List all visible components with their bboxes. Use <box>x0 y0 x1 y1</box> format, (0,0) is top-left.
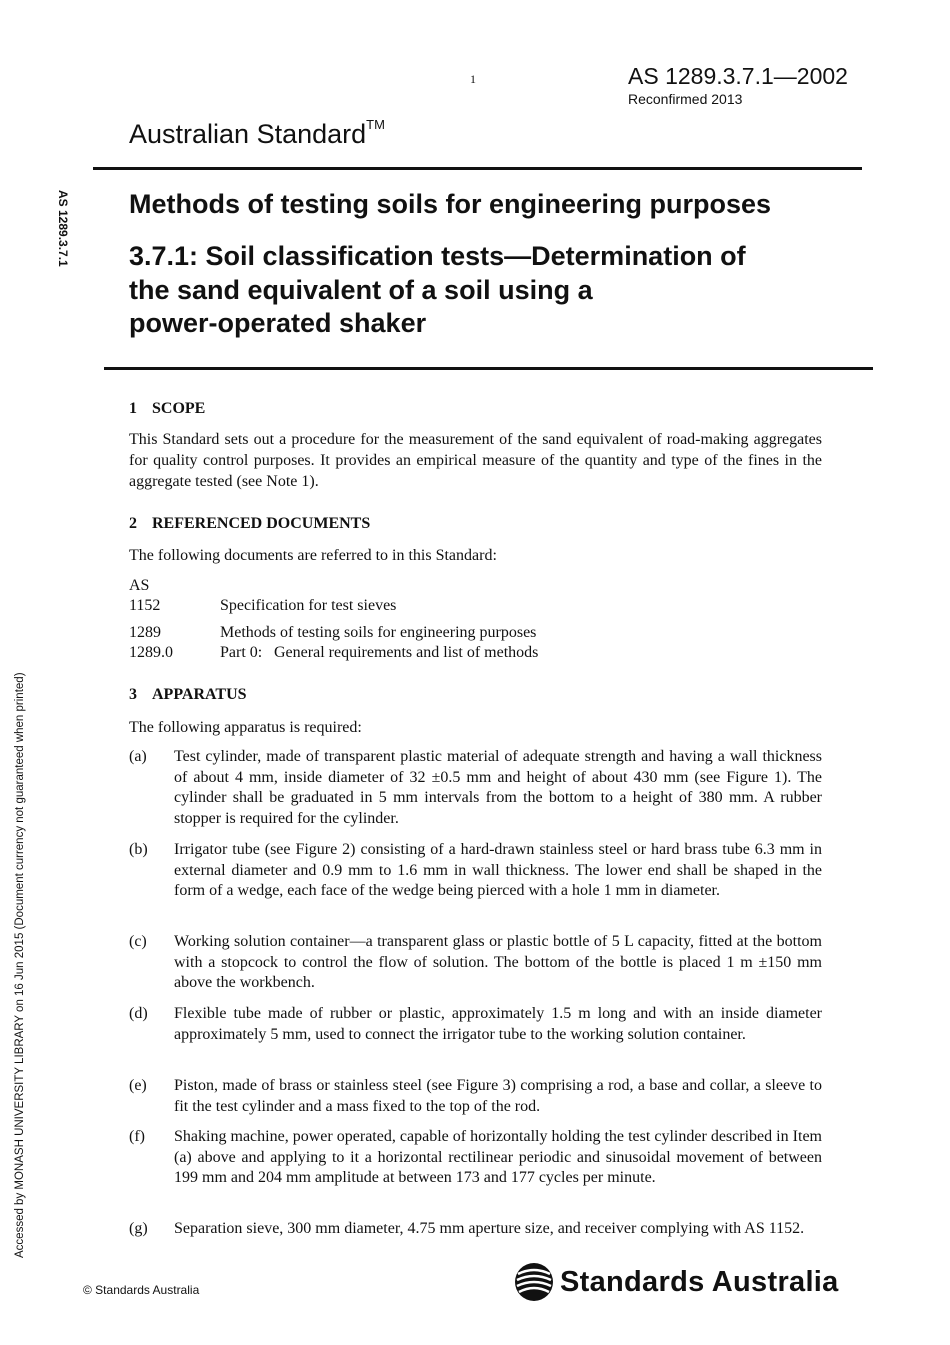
reference-code: 1289.0 <box>129 644 173 661</box>
item-text: Irrigator tube (see Figure 2) consisting of a hard-drawn stainless steel or hard brass tube 6.3 mm in external diameter and 0.9 mm to 1.6 mm in wall thickness. The lower end shall be shaped in the form of a wedge, each face of the wedge being pierced with a hole 1 mm in diameter. <box>174 841 822 899</box>
reference-row <box>129 623 537 643</box>
section-number: 2 <box>129 515 137 532</box>
apparatus-item <box>129 1004 822 1045</box>
item-label: (a) <box>129 748 147 765</box>
header-divider <box>93 167 862 170</box>
footer-copyright: © Standards Australia <box>83 1283 200 1297</box>
apparatus-item <box>129 1219 822 1240</box>
item-label: (g) <box>129 1220 148 1237</box>
apparatus-item <box>129 747 822 829</box>
apparatus-item <box>129 1076 822 1117</box>
scope-paragraph: This Standard sets out a procedure for the measurement of the sand equivalent of road-making aggregates for quality control purposes. It provides an empirical measure of the quantity and type of the fines in the aggregate tested (see Note 1). <box>129 431 822 490</box>
item-text: Test cylinder, made of transparent plastic material of adequate strength and having a wall thickness of about 4 mm, inside diameter of 32 ±0.5 mm and height of about 430 mm (see Figure 1). The cylinder shall be graduated in 5 mm intervals from the bottom to a height of 380 mm. A rubber stopper is required for the cylinder. <box>174 748 822 827</box>
part-title-line-2: the sand equivalent of a soil using a <box>129 275 593 305</box>
title-divider <box>104 367 873 370</box>
section-number: 3 <box>129 686 137 703</box>
apparatus-item <box>129 932 822 994</box>
section-heading-apparatus <box>129 686 247 704</box>
trademark-mark: TM <box>366 117 385 132</box>
item-text: Working solution container—a transparent glass or plastic bottle of 5 L capacity, fitted at the bottom with a stopcock to control the flow of solution. The bottom of the bottle is placed 1 m ±150 mm above the workbench. <box>174 933 822 991</box>
reference-group-label: AS <box>129 577 150 594</box>
item-label: (c) <box>129 933 147 950</box>
part-title-line-3: power-operated shaker <box>129 308 427 338</box>
section-heading-referenced-documents <box>129 515 370 533</box>
reference-code: 1152 <box>129 597 161 614</box>
apparatus-item <box>129 1127 822 1189</box>
section-number: 1 <box>129 400 137 417</box>
item-label: (b) <box>129 841 148 858</box>
item-text: Piston, made of brass or stainless steel (see Figure 3) comprising a rod, a base and collar, a sleeve to fit the test cylinder and a mass fixed to the top of the rod. <box>174 1077 822 1115</box>
part-title-line-1: 3.7.1: Soil classification tests—Determination of <box>129 241 746 271</box>
reference-title: Methods of testing soils for engineering purposes <box>220 624 537 641</box>
item-text: Flexible tube made of rubber or plastic, approximately 1.5 m long and with an inside diameter approximately 5 mm, used to connect the irrigator tube to the working solution container. <box>174 1005 822 1043</box>
item-text: Separation sieve, 300 mm diameter, 4.75 mm aperture size, and receiver complying with AS 1152. <box>174 1220 805 1237</box>
apparatus-intro: The following apparatus is required: <box>129 719 362 736</box>
reference-row <box>129 596 397 616</box>
section-heading-text: REFERENCED DOCUMENTS <box>152 515 371 532</box>
reference-part: Part 0: <box>220 644 263 661</box>
referenced-intro: The following documents are referred to in this Standard: <box>129 547 497 564</box>
section-heading-text: SCOPE <box>152 400 206 417</box>
logo-text: Standards Australia <box>560 1266 839 1298</box>
item-text: Shaking machine, power operated, capable of horizontally holding the test cylinder described in Item (a) above and applying to it a horizontal rectilinear periodic and sinusoidal movement of between 199 mm and 204 mm amplitude at between 173 and 177 cycles per minute. <box>174 1128 822 1186</box>
apparatus-item <box>129 840 822 902</box>
document-title: Methods of testing soils for engineering purposes <box>129 189 772 219</box>
reconfirmed-note: Reconfirmed 2013 <box>628 91 743 107</box>
reference-title: Specification for test sieves <box>220 597 397 614</box>
reference-row <box>129 643 539 663</box>
section-heading-text: APPARATUS <box>152 686 247 703</box>
series-title-text: Australian Standard <box>129 119 367 149</box>
standard-number: AS 1289.3.7.1—2002 <box>628 63 848 89</box>
item-label: (d) <box>129 1005 148 1022</box>
section-heading-scope <box>129 400 205 418</box>
side-access-note: Accessed by MONASH UNIVERSITY LIBRARY on 16 Jun 2015 (Document currency not guaranteed when printed) <box>14 672 26 1258</box>
side-standard-ref: AS 1289.3.7.1 <box>56 190 70 267</box>
standards-australia-logo <box>514 1262 854 1306</box>
standards-australia-logo-icon <box>514 1262 554 1302</box>
page-number: 1 <box>470 72 476 86</box>
reference-title: General requirements and list of methods <box>274 644 539 661</box>
item-label: (e) <box>129 1077 147 1094</box>
series-title <box>129 119 385 150</box>
reference-code: 1289 <box>129 624 161 641</box>
item-label: (f) <box>129 1128 145 1145</box>
